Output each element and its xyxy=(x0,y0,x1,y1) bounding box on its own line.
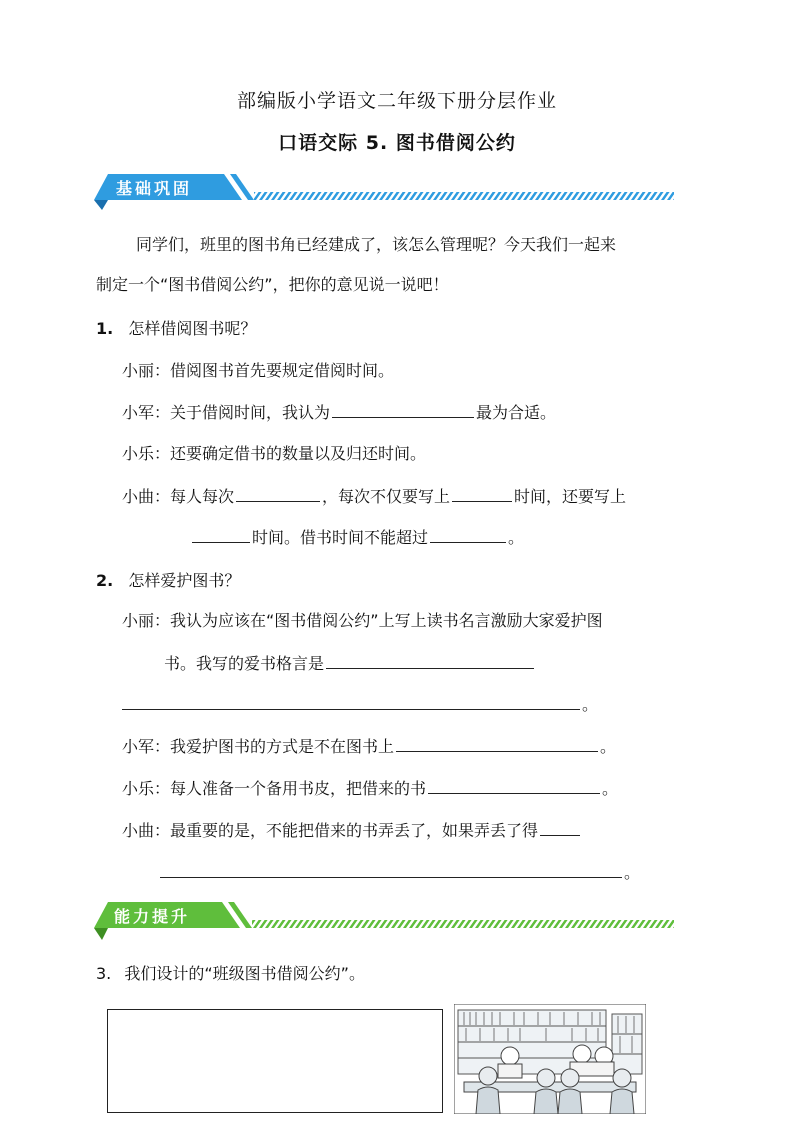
q2-li-line-3 xyxy=(122,692,598,715)
document-title: 部编版小学语文二年级下册分层作业 xyxy=(236,90,557,112)
section-banner-basic xyxy=(94,170,678,210)
q2-qu-end: 。 xyxy=(624,863,641,882)
blank-lost-book-part-2[interactable] xyxy=(160,861,622,878)
q1-qu-text-a: 小曲：每人每次 xyxy=(122,487,235,506)
question-3-number: 3. xyxy=(96,964,112,983)
q2-le-end: 。 xyxy=(602,779,619,798)
intro-line-1: 同学们，班里的图书角已经建成了，该怎么管理呢？今天我们一起来 xyxy=(136,235,617,254)
question-2-text: 怎样爱护图书？ xyxy=(128,571,241,590)
q1-li-line: 小丽：借阅图书首先要规定借阅时间。 xyxy=(122,361,395,380)
q1-le-line: 小乐：还要确定借书的数量以及归还时间。 xyxy=(122,444,427,463)
blank-record-time-2[interactable] xyxy=(192,526,250,543)
question-3-text: 我们设计的“班级图书借阅公约”。 xyxy=(124,964,365,983)
q1-jun-text-b: 最为合适。 xyxy=(476,403,557,422)
q1-qu-text-c: 时间，还要写上 xyxy=(514,487,627,506)
q2-jun-end: 。 xyxy=(600,737,617,756)
library-scene-graphic xyxy=(454,1004,646,1114)
lesson-subtitle: 口语交际 5. 图书借阅公约 xyxy=(278,132,516,154)
q2-qu-line-1 xyxy=(122,818,582,841)
question-1 xyxy=(96,316,256,339)
section-label-advanced: 能力提升 xyxy=(114,907,191,926)
q2-le-line xyxy=(122,776,618,799)
blank-record-time-1[interactable] xyxy=(452,485,512,502)
section-banner-advanced xyxy=(94,898,678,940)
q1-jun-line xyxy=(122,400,556,423)
question-1-text: 怎样借阅图书呢？ xyxy=(128,319,257,338)
q2-li-text-b: 书。我写的爱书格言是 xyxy=(164,654,325,673)
q1-qu-text-b: ，每次不仅要写上 xyxy=(322,487,451,506)
blank-book-count[interactable] xyxy=(236,485,320,502)
q1-qu-text-e: 。 xyxy=(508,528,525,547)
q2-le-text-a: 小乐：每人准备一个备用书皮，把借来的书 xyxy=(122,779,427,798)
q2-qu-text-a: 小曲：最重要的是，不能把借来的书弄丢了，如果弄丢了得 xyxy=(122,821,539,840)
question-1-number: 1. xyxy=(96,319,114,338)
section-label-basic: 基础巩固 xyxy=(116,179,193,198)
q2-li-end: 。 xyxy=(582,695,599,714)
blank-motto-part-1[interactable] xyxy=(326,652,534,669)
blank-motto-part-2[interactable] xyxy=(122,693,580,710)
q1-qu-line-1 xyxy=(122,484,626,507)
q2-jun-text-a: 小军：我爱护图书的方式是不在图书上 xyxy=(122,737,395,756)
blank-care-method[interactable] xyxy=(396,735,598,752)
answer-box[interactable] xyxy=(107,1009,443,1113)
q2-jun-line xyxy=(122,734,616,757)
q2-qu-line-2 xyxy=(160,860,640,883)
q1-qu-line-2 xyxy=(190,525,524,548)
question-2 xyxy=(96,568,240,591)
q2-li-line-1: 小丽：我认为应该在“图书借阅公约”上写上读书名言激励大家爱护图 xyxy=(122,611,603,630)
question-2-number: 2. xyxy=(96,571,114,590)
blank-max-borrow-time[interactable] xyxy=(430,526,506,543)
q2-li-line-2 xyxy=(164,651,536,674)
blank-book-cover[interactable] xyxy=(428,777,600,794)
intro-line-2: 制定一个“图书借阅公约”，把你的意见说一说吧！ xyxy=(96,275,449,294)
q1-jun-text-a: 小军：关于借阅时间，我认为 xyxy=(122,403,331,422)
blank-borrow-time[interactable] xyxy=(332,401,474,418)
library-illustration xyxy=(454,1004,646,1114)
q1-qu-text-d: 时间。借书时间不能超过 xyxy=(252,528,429,547)
question-3 xyxy=(96,961,365,984)
blank-lost-book-part-1[interactable] xyxy=(540,819,580,836)
